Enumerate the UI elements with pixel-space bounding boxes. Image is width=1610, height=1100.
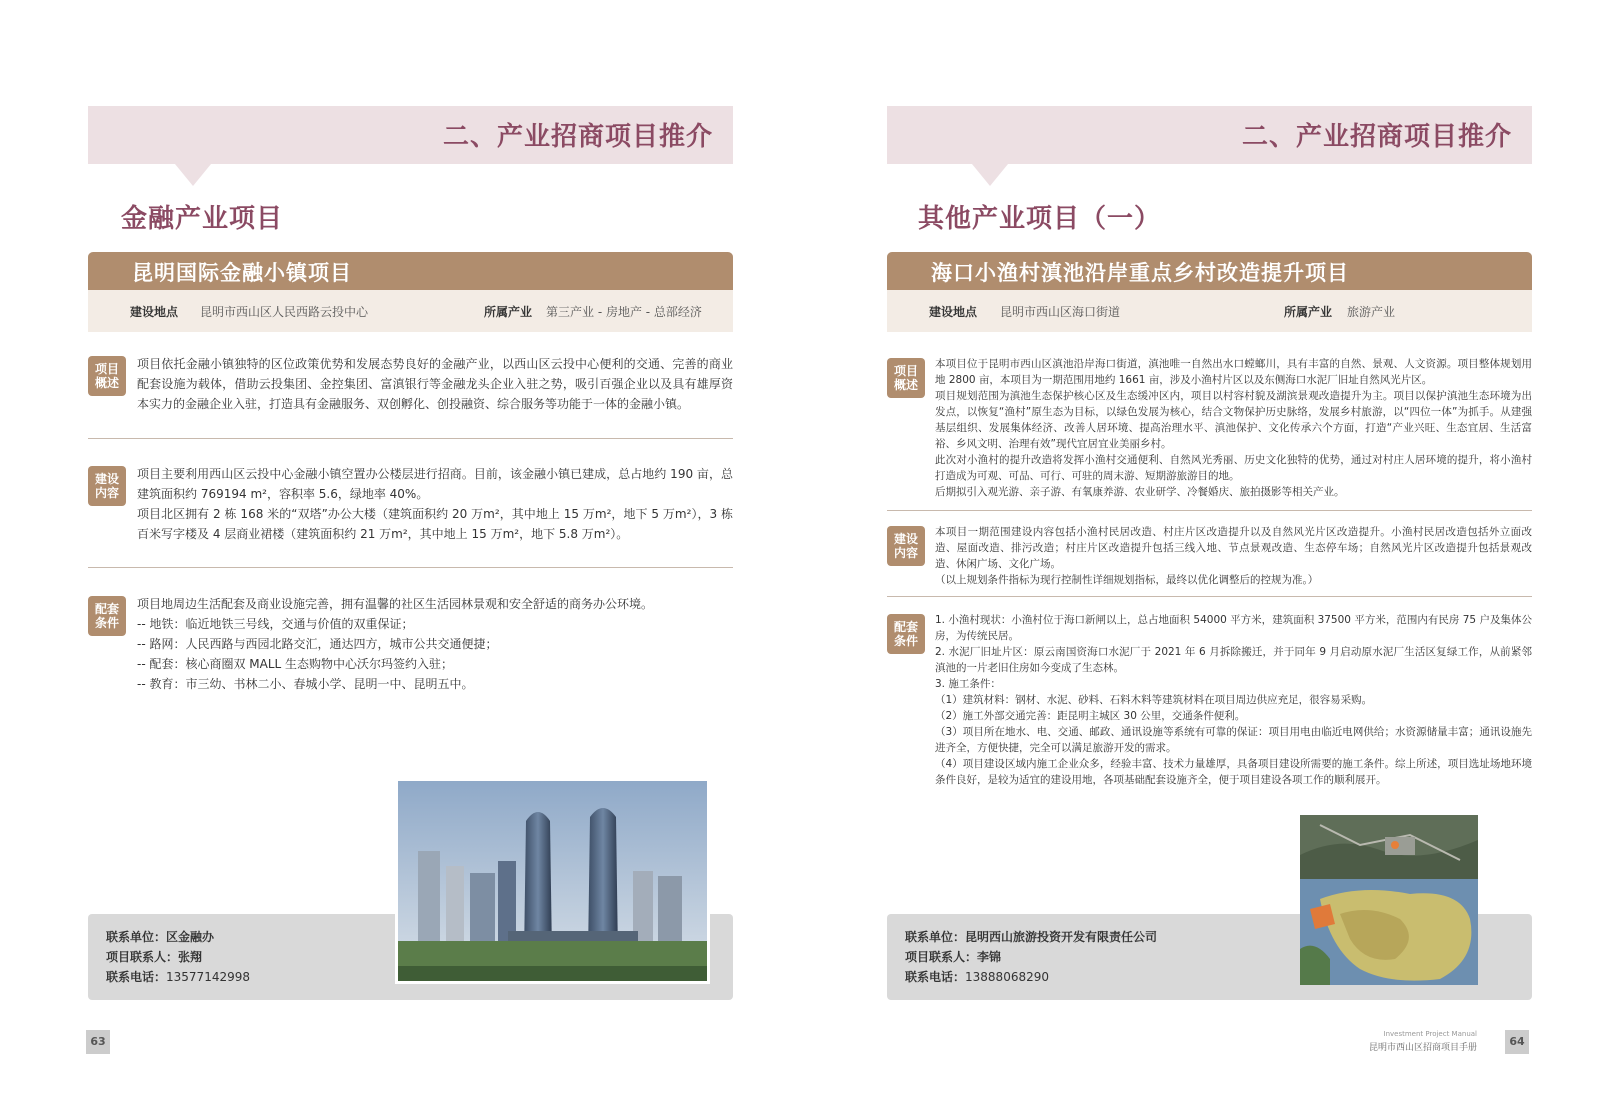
content-paragraph: （以上规划条件指标为现行控制性详细规划指标，最终以优化调整后的控规为准。） — [935, 574, 1319, 586]
content-text — [935, 524, 1532, 588]
industry-value: 第三产业 - 房地产 - 总部经济 — [546, 305, 702, 319]
divider — [887, 510, 1532, 511]
chapter-banner — [88, 106, 733, 164]
overview-paragraph: 后期拟引入观光游、亲子游、有氧康养游、农业研学、冷餐婚庆、旅拍摄影等相关产业。 — [935, 486, 1345, 498]
conditions-text — [935, 612, 1532, 788]
location-value: 昆明市西山区人民西路云投中心 — [200, 305, 369, 319]
chapter-title: 二、产业招商项目推介 — [1241, 122, 1512, 152]
planning-map-image — [1300, 879, 1478, 985]
conditions-line: -- 路网：人民西路与西园北路交汇，通达四方，城市公共交通便捷； — [137, 637, 498, 651]
content-text — [137, 464, 733, 544]
content-badge: 建设 内容 — [887, 526, 925, 566]
conditions-paragraph: （4）项目建设区域内施工企业众多，经验丰富、技术力量雄厚，具备项目建设所需要的施工条件。综上所述，项目选址场地环境条件良好，是较为适宜的建设用地，各项基础配套设施齐全，便于项目建设各项工作的顺利展开。 — [935, 758, 1532, 786]
overview-paragraph: 项目规划范围为滇池生态保护核心区及生态缓冲区内，项目以村容村貌及湖滨景观改造提升为主。项目以保护滇池生态环境为出发点，以恢复“渔村”原生态为目标，以绿色发展为核心，结合文物保护历史脉络，发展乡村旅游，以“四位一体”为抓手。从建强基层组织、发展集体经济、改善人居环境、提高治理水平、滇池保护、文化传承六个方面，打造“产业兴旺、生态宜居、生活富裕、乡风文明、治理有效”现代宜居宜业美丽乡村。 — [935, 390, 1532, 450]
contact-person: 项目联系人：张翔 — [106, 950, 203, 964]
conditions-line: -- 教育：市三幼、书林二小、春城小学、昆明一中、昆明五中。 — [137, 677, 474, 691]
banner-notch — [175, 164, 211, 186]
chapter-banner — [887, 106, 1532, 164]
conditions-line: 项目地周边生活配套及商业设施完善，拥有温馨的社区生活园林景观和安全舒适的商务办公环境。 — [137, 597, 654, 611]
overview-badge: 项目 概述 — [88, 356, 126, 396]
location-label: 建设地点 — [130, 305, 179, 319]
divider — [887, 596, 1532, 597]
conditions-paragraph: （2）施工外部交通完善：距昆明主城区 30 公里，交通条件便利。 — [935, 710, 1246, 722]
industry-value: 旅游产业 — [1347, 305, 1396, 319]
conditions-paragraph: 1. 小渔村现状：小渔村位于海口新闸以上，总占地面积 54000 平方米，建筑面积 37500 平方米，范围内有民房 75 户及集体公房，为传统民居。 — [935, 614, 1532, 642]
overview-text: 项目依托金融小镇独特的区位政策优势和发展态势良好的金融产业，以西山区云投中心便利的交通、完善的商业配套设施为载体，借助云投集团、金控集团、富滇银行等金融龙头企业入驻之势，吸引百强企业以及具有雄厚资本实力的金融企业入驻，打造具有金融服务、双创孵化、创投融资、综合服务等功能于一体的金融小镇。 — [137, 357, 733, 411]
industry-label: 所属产业 — [484, 305, 533, 319]
page-number: 63 — [86, 1030, 110, 1054]
project-title-bar — [88, 252, 733, 290]
page-number: 64 — [1505, 1030, 1529, 1054]
divider — [88, 567, 733, 568]
project-info-bar — [88, 290, 733, 332]
financial-town-photo — [395, 778, 710, 984]
overview-badge: 项目 概述 — [887, 358, 925, 398]
contact-person: 项目联系人：李锦 — [905, 950, 1002, 964]
location-label: 建设地点 — [929, 305, 978, 319]
location-value: 昆明市西山区海口街道 — [1000, 305, 1121, 319]
content-paragraph: 项目主要利用西山区云投中心金融小镇空置办公楼层进行招商。目前，该金融小镇已建成，总占地约 190 亩，总建筑面积约 769194 m²，容积率 5.6，绿地率 40%。 — [137, 467, 733, 501]
banner-notch — [972, 164, 1008, 186]
content-badge: 建设 内容 — [88, 466, 126, 506]
contact-unit: 联系单位：区金融办 — [106, 930, 215, 944]
footer-english: Investment Project Manual — [1383, 1030, 1477, 1038]
industry-label: 所属产业 — [1284, 305, 1333, 319]
project-title-bar — [887, 252, 1532, 290]
contact-unit: 联系单位：昆明西山旅游投资开发有限责任公司 — [905, 930, 1158, 944]
project-title: 昆明国际金融小镇项目 — [132, 261, 352, 285]
conditions-paragraph: 3. 施工条件： — [935, 678, 1001, 690]
chapter-title: 二、产业招商项目推介 — [442, 122, 713, 152]
project-info-bar — [887, 290, 1532, 332]
conditions-paragraph: （1）建筑材料：钢材、水泥、砂料、石料木料等建筑材料在项目周边供应充足，很容易采购。 — [935, 694, 1373, 706]
project-title: 海口小渔村滇池沿岸重点乡村改造提升项目 — [931, 261, 1349, 285]
conditions-line: -- 地铁：临近地铁三号线，交通与价值的双重保证； — [137, 617, 414, 631]
right-page — [805, 0, 1610, 1100]
overview-paragraph: 本项目位于昆明市西山区滇池沿岸海口街道，滇池唯一自然出水口螳螂川，具有丰富的自然、景观、人文资源。项目整体规划用地 2800 亩，本项目为一期范围用地约 1661 亩，涉及小渔村片区以及东侧海口水泥厂旧址自然风光片区。 — [935, 358, 1532, 386]
conditions-paragraph: （3）项目所在地水、电、交通、邮政、通讯设施等系统有可靠的保证：项目用电由临近电网供给；水资源储量丰富；通讯设施先进齐全，方便快捷，完全可以满足旅游开发的需求。 — [935, 726, 1532, 754]
section-title: 金融产业项目 — [121, 204, 284, 234]
content-paragraph: 项目北区拥有 2 栋 168 米的“双塔”办公大楼（建筑面积约 20 万m²，其中地上 15 万m²，地下 5 万m²），3 栋百米写字楼及 4 层商业裙楼（建筑面积约 21 万m²，其中地上 15 万m²，地下 5.8 万m²）。 — [137, 507, 733, 541]
contact-phone: 联系电话：13577142998 — [106, 970, 250, 984]
aerial-map-image — [1300, 815, 1478, 879]
conditions-paragraph: 2. 水泥厂旧址片区：原云南国资海口水泥厂于 2021 年 6 月拆除搬迁，并于同年 9 月启动原水泥厂生活区复绿工作，从前紧邻滇池的一片老旧住房如今变成了生态林。 — [935, 646, 1532, 674]
conditions-badge: 配套 条件 — [88, 596, 126, 636]
conditions-text — [137, 594, 733, 694]
section-title: 其他产业项目（一） — [918, 204, 1162, 234]
divider — [88, 438, 733, 439]
conditions-badge: 配套 条件 — [887, 614, 925, 654]
conditions-line: -- 配套：核心商圈双 MALL 生态购物中心沃尔玛签约入驻； — [137, 657, 454, 671]
overview-text — [935, 356, 1532, 500]
content-paragraph: 本项目一期范围建设内容包括小渔村民居改造、村庄片区改造提升以及自然风光片区改造提升。小渔村民居改造包括外立面改造、屋面改造、排污改造；村庄片区改造提升包括三线入地、节点景观改造、生态停车场；自然风光片区改造提升包括景观改造、休闲广场、文化广场。 — [935, 526, 1532, 570]
footer-title: 昆明市西山区招商项目手册 — [1368, 1043, 1477, 1053]
contact-phone: 联系电话：13888068290 — [905, 970, 1049, 984]
overview-paragraph: 此次对小渔村的提升改造将发挥小渔村交通便利、自然风光秀丽、历史文化独特的优势，通过对村庄人居环境的提升，将小渔村打造成为可观、可品、可行、可驻的周末游、短期游旅游目的地。 — [935, 454, 1532, 482]
